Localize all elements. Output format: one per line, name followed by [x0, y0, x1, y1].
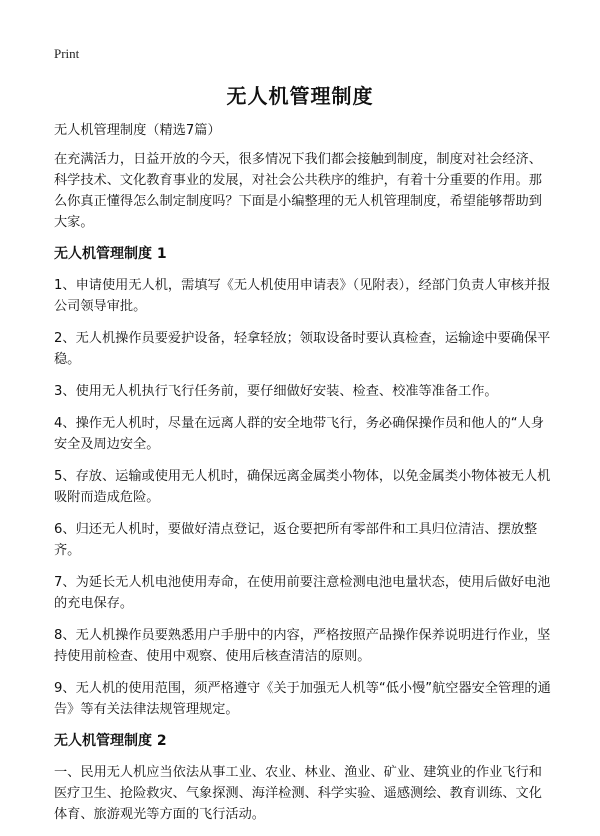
section1-item: 8、无人机操作员要熟悉用户手册中的内容，严格按照产品操作保养说明进行作业，坚持使用前检查、使用中观察、使用后核查清洁的原则。 [54, 628, 551, 664]
section1-item: 6、归还无人机时，要做好清点登记，返仓要把所有零部件和工具归位清洁、摆放整齐。 [54, 522, 538, 558]
section2-item: 一、民用无人机应当依法从事工业、农业、林业、渔业、矿业、建筑业的作业飞行和医疗卫生、抢险救灾、气象探测、海洋检测、科学实验、遥感测绘、教育训练、文化体育、旅游观光等方面的飞行活动。 [54, 765, 542, 822]
intro-paragraph: 在充满活力，日益开放的今天，很多情况下我们都会接触到制度，制度对社会经济、科学技术、文化教育事业的发展，对社会公共秩序的维护，有着十分重要的作用。那么你真正懂得怎么制定制度吗？下面是小编整理的无人机管理制度，希望能够帮助到大家。 [54, 152, 542, 230]
document-body [54, 120, 554, 836]
section-heading-2: 无人机管理制度 2 [54, 733, 167, 749]
section-heading-1: 无人机管理制度 1 [54, 246, 167, 262]
section1-item: 2、无人机操作员要爱护设备，轻拿轻放；领取设备时要认真检查，运输途中要确保平稳。 [54, 331, 551, 367]
section1-item: 7、为延长无人机电池使用寿命，在使用前要注意检测电池电量状态，使用后做好电池的充电保存。 [54, 575, 551, 611]
section1-item: 9、无人机的使用范围，须严格遵守《关于加强无人机等“低小慢”航空器安全管理的通告》等有关法律法规管理规定。 [54, 681, 551, 717]
section1-item: 5、存放、运输或使用无人机时，确保远离金属类小物体，以免金属类小物体被无人机吸附而造成危险。 [54, 469, 551, 505]
section1-item: 4、操作无人机时，尽量在远离人群的安全地带飞行，务必确保操作员和他人的“人身安全及周边安全。 [54, 416, 544, 452]
section1-item: 1、申请使用无人机，需填写《无人机使用申请表》（见附表），经部门负责人审核并报公司领导审批。 [54, 278, 551, 314]
section1-item: 3、使用无人机执行飞行任务前，要仔细做好安装、检查、校准等准备工作。 [54, 384, 498, 399]
document-subtitle: 无人机管理制度（精选7篇） [54, 123, 221, 138]
page-title: 无人机管理制度 [226, 84, 374, 108]
print-link[interactable]: Print [54, 46, 80, 61]
